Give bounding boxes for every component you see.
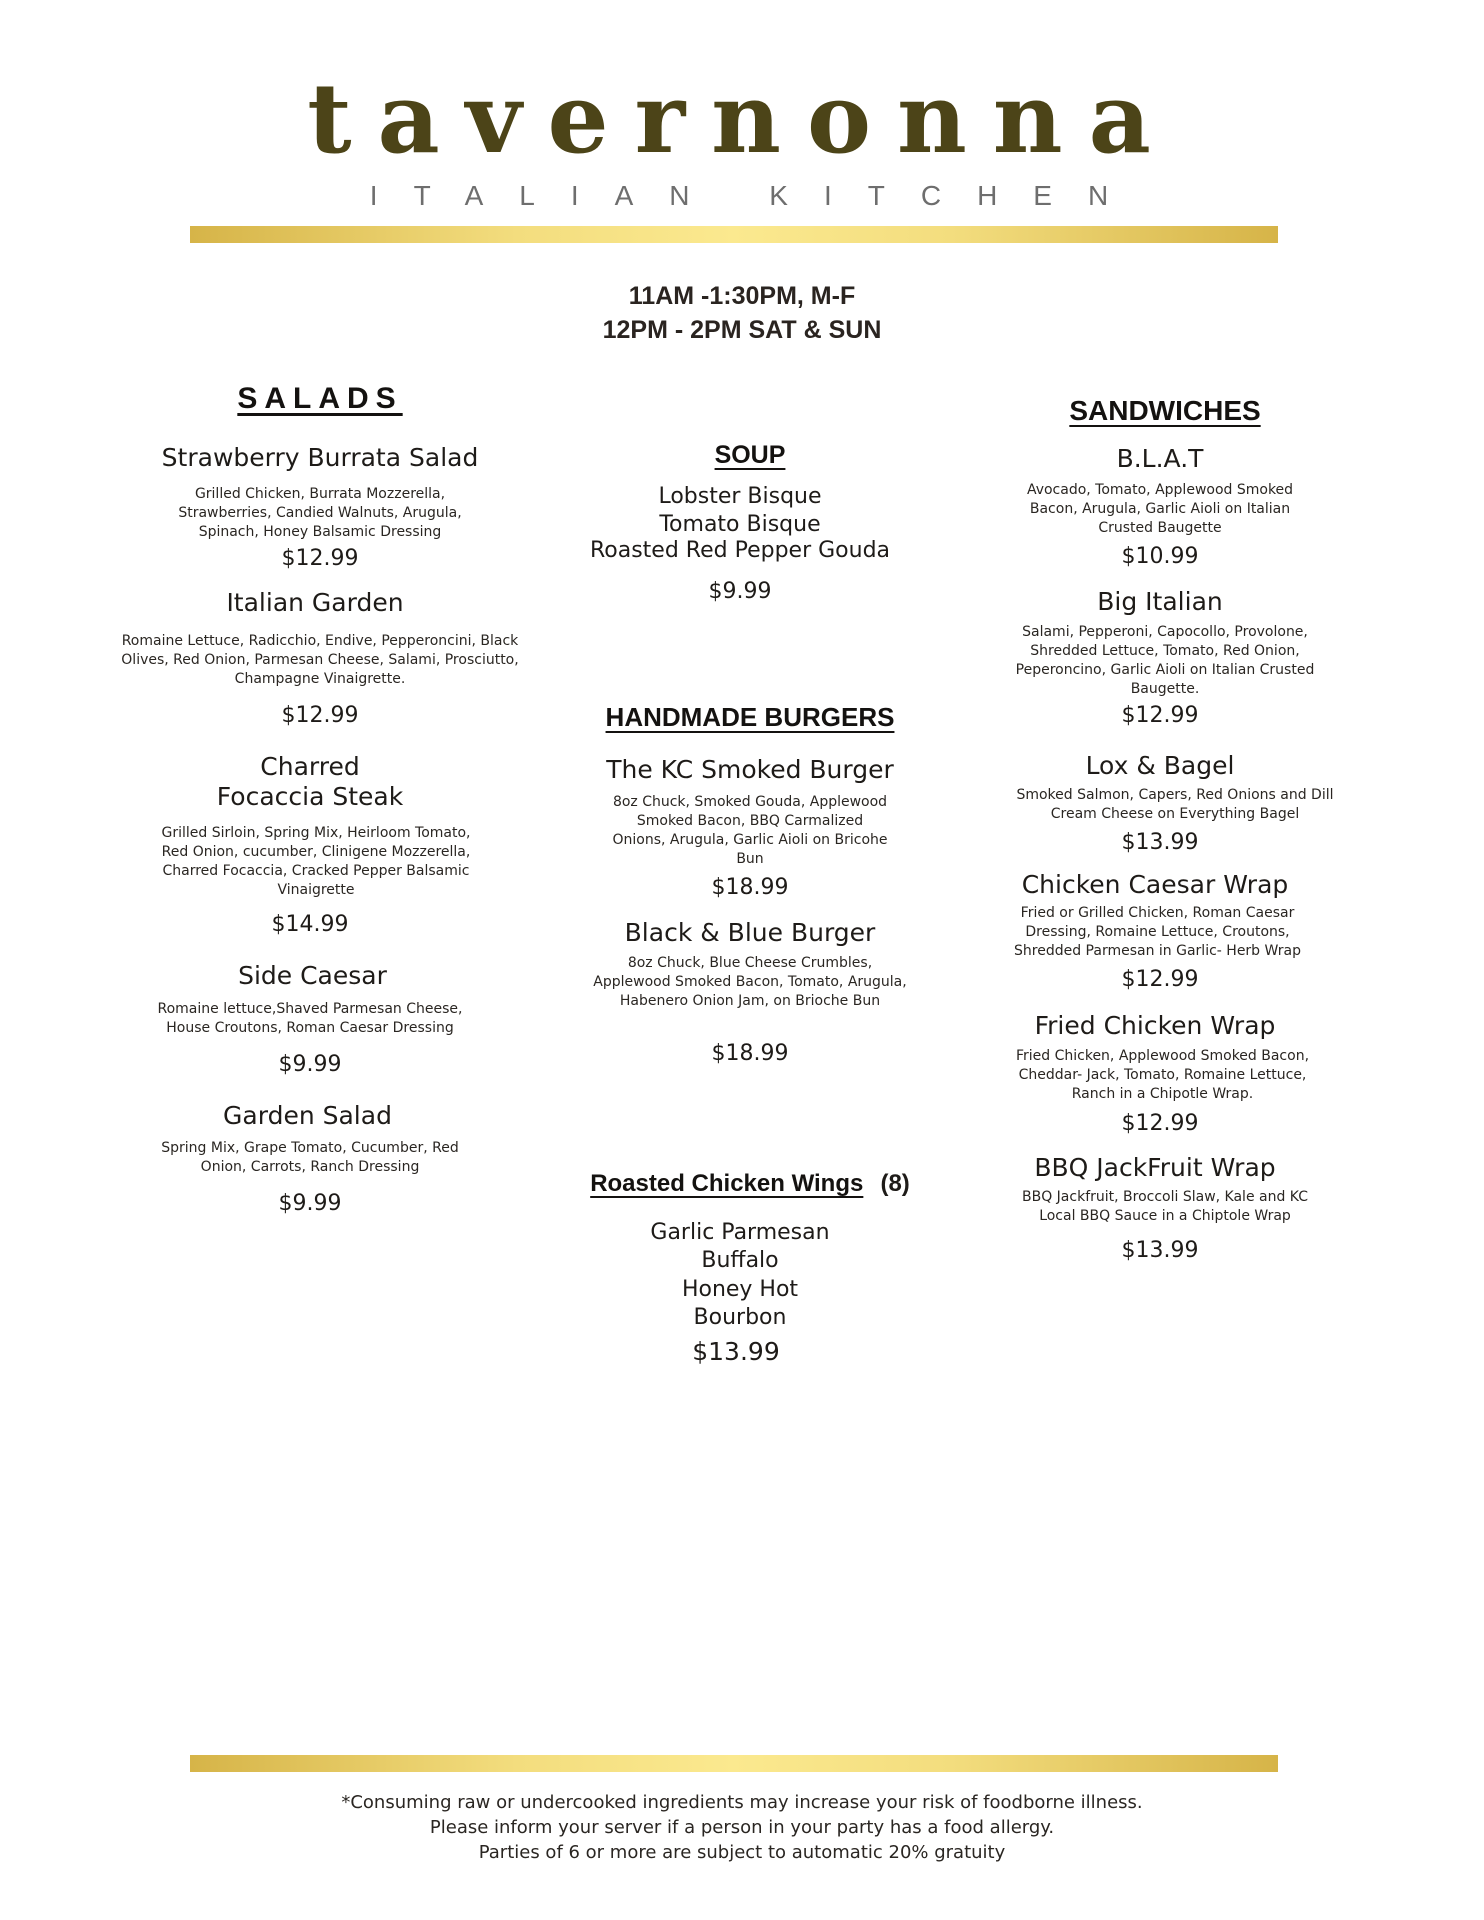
wings-option: Buffalo	[701, 1248, 779, 1273]
burger-item-name: The KC Smoked Burger	[606, 755, 894, 784]
wings-option: Garlic Parmesan	[650, 1220, 830, 1245]
salad-item-name: Strawberry Burrata Salad	[161, 443, 479, 472]
sandwich-item-price: $12.99	[1121, 1111, 1199, 1136]
salad-item-price: $12.99	[281, 703, 359, 728]
food-safety-notice: *Consuming raw or undercooked ingredients may increase your risk of foodborne illness.	[341, 1792, 1143, 1813]
sandwich-item-desc: Salami, Pepperoni, Capocollo, Provolone, Shredded Lettuce, Tomato, Red Onion, Peperoncino, Garlic Aioli on Italian Crusted Baugette.	[1015, 624, 1315, 697]
bottom-gold-divider	[190, 1755, 1278, 1772]
middle-column	[580, 0, 920, 1400]
sandwich-item-desc: Fried or Grilled Chicken, Roman Caesar Dressing, Romaine Lettuce, Croutons, Shredded Parmesan in Garlic- Herb Wrap	[1014, 905, 1301, 959]
soup-price: $9.99	[708, 579, 772, 604]
salad-item-name: Garden Salad	[223, 1101, 392, 1130]
weekend-hours: 12PM - 2PM SAT & SUN	[602, 316, 882, 344]
salad-item-price: $9.99	[278, 1191, 342, 1216]
wings-option: Honey Hot	[681, 1277, 799, 1302]
burger-item-price: $18.99	[711, 875, 789, 900]
sandwich-item-desc: Avocado, Tomato, Applewood Smoked Bacon, Arugula, Garlic Aioli on Italian Crusted Baugette	[1026, 482, 1294, 536]
sandwich-item-name: BBQ JackFruit Wrap	[1034, 1153, 1276, 1182]
sandwich-item-price: $13.99	[1121, 1238, 1199, 1263]
salad-item-price: $14.99	[271, 912, 349, 937]
burger-item-desc: 8oz Chuck, Blue Cheese Crumbles, Applewood Smoked Bacon, Tomato, Arugula, Habenero Onion Jam, on Brioche Bun	[593, 955, 907, 1009]
sandwich-item-price: $13.99	[1121, 830, 1199, 855]
salad-item-desc: Romaine lettuce,Shaved Parmesan Cheese, House Croutons, Roman Caesar Dressing	[157, 1001, 463, 1036]
sandwich-item-name: Fried Chicken Wrap	[1034, 1011, 1276, 1040]
sandwich-item-price: $10.99	[1121, 544, 1199, 569]
brand-tagline: ITALIAN KITCHEN	[369, 180, 1145, 211]
salad-item-name: Charred Focaccia Steak	[216, 752, 404, 811]
sandwich-item-name: B.L.A.T	[1116, 444, 1204, 473]
sandwich-item-desc: BBQ Jackfruit, Broccoli Slaw, Kale and KC Local BBQ Sauce in a Chiptole Wrap	[1022, 1189, 1308, 1224]
salad-item-desc: Grilled Sirloin, Spring Mix, Heirloom Tomato, Red Onion, cucumber, Clinigene Mozzerella, Charred Focaccia, Cracked Pepper Balsamic Vinaigrette	[161, 825, 471, 898]
salad-item-desc: Grilled Chicken, Burrata Mozzerella, Strawberries, Candied Walnuts, Arugula, Spinach, Honey Balsamic Dressing	[178, 486, 462, 540]
allergy-notice: Please inform your server if a person in your party has a food allergy.	[429, 1817, 1055, 1838]
salad-item-price: $9.99	[278, 1052, 342, 1077]
sandwich-item-desc: Fried Chicken, Applewood Smoked Bacon, Cheddar- Jack, Tomato, Romaine Lettuce, Ranch in a Chipotle Wrap.	[1015, 1048, 1310, 1102]
gratuity-notice: Parties of 6 or more are subject to automatic 20% gratuity	[478, 1842, 1006, 1863]
salad-item-desc: Spring Mix, Grape Tomato, Cucumber, Red Onion, Carrots, Ranch Dressing	[161, 1140, 459, 1175]
soup-option: Lobster Bisque	[658, 484, 822, 509]
wings-heading	[550, 1170, 950, 1198]
burger-item-price: $18.99	[711, 1041, 789, 1066]
soup-title: SOUP	[714, 441, 786, 469]
salad-item-price: $12.99	[281, 546, 359, 571]
soup-option: Tomato Bisque	[659, 512, 821, 537]
salads-title: SALADS	[237, 382, 403, 415]
salad-item-name: Italian Garden	[226, 588, 404, 617]
sandwich-item-price: $12.99	[1121, 703, 1199, 728]
salads-column	[120, 0, 520, 1300]
sandwich-item-desc: Smoked Salmon, Capers, Red Onions and Dill Cream Cheese on Everything Bagel	[1016, 787, 1334, 822]
sandwich-item-name: Lox & Bagel	[1085, 751, 1235, 780]
burger-item-desc: 8oz Chuck, Smoked Gouda, Applewood Smoked Bacon, BBQ Carmalized Onions, Arugula, Garlic Aioli on Bricohe Bun	[612, 794, 888, 867]
salad-item-desc: Romaine Lettuce, Radicchio, Endive, Pepperoncini, Black Olives, Red Onion, Parmesan Cheese, Salami, Prosciutto, Champagne Vinaigrette.	[121, 633, 519, 687]
sandwich-item-price: $12.99	[1121, 967, 1199, 992]
burger-item-name: Black & Blue Burger	[624, 918, 876, 947]
sandwiches-column	[1005, 0, 1334, 1300]
weekday-hours: 11AM -1:30PM, M-F	[628, 282, 856, 310]
wings-title: Roasted Chicken Wings	[590, 1170, 864, 1197]
wings-option: Bourbon	[693, 1305, 787, 1330]
brand-logo-wordmark: tavernonna	[307, 62, 1177, 175]
salad-item-name: Side Caesar	[238, 961, 387, 990]
soup-option: Roasted Red Pepper Gouda	[589, 538, 891, 563]
wings-count: (8)	[880, 1170, 910, 1197]
burgers-title: HANDMADE BURGERS	[605, 702, 895, 732]
wings-price: $13.99	[692, 1337, 780, 1366]
sandwiches-title: SANDWICHES	[1069, 395, 1261, 426]
sandwich-item-name: Big Italian	[1097, 587, 1223, 616]
sandwich-item-name: Chicken Caesar Wrap	[1021, 870, 1289, 899]
